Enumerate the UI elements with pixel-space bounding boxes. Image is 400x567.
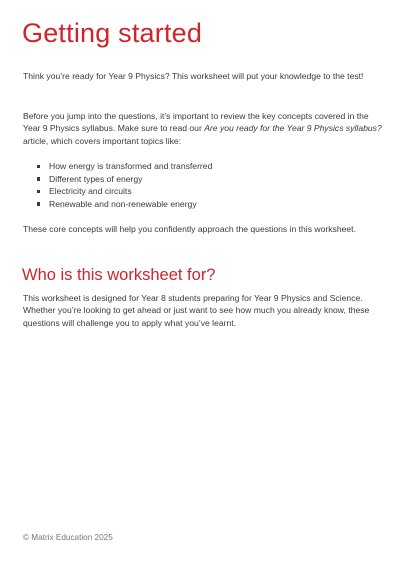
list-item [23,185,363,198]
bullet-icon [37,202,40,205]
audience-paragraph: This worksheet is designed for Year 8 students preparing for Year 9 Physics and Science. Whether you’re looking to get ahead or just want to see how much you already know, these questions will challenge you to apply what you’ve learnt. [23,293,370,328]
bullet-icon [37,177,40,180]
list-item [23,173,363,186]
intro-paragraph: Think you’re ready for Year 9 Physics? This worksheet will put your knowledge to the test! [23,71,364,81]
topic-label: Electricity and circuits [49,186,132,197]
bullet-icon [37,165,40,168]
topic-label: Different types of energy [49,173,143,184]
topic-label: How energy is transformed and transferred [49,161,213,171]
syllabus-text-before: Before you jump into the questions, it’s important to review the key concepts covered in the Year 9 Physics syllabus. Make sure to read our [23,111,369,134]
list-item [23,198,363,211]
topic-label: Renewable and non-renewable energy [49,198,197,209]
section-heading: Who is this worksheet for? [22,266,216,284]
syllabus-paragraph [23,110,385,147]
syllabus-text-after: article, which covers important topics like: [23,135,182,146]
copyright-footer: © Matrix Education 2025 [23,533,113,542]
list-item [23,160,363,173]
closing-paragraph: These core concepts will help you confidently approach the questions in this worksheet. [23,224,356,234]
topic-list [23,160,363,210]
page-title: Getting started [22,18,203,48]
article-title: Are you ready for the Year 9 Physics syllabus? [204,123,382,134]
bullet-icon [37,190,40,193]
